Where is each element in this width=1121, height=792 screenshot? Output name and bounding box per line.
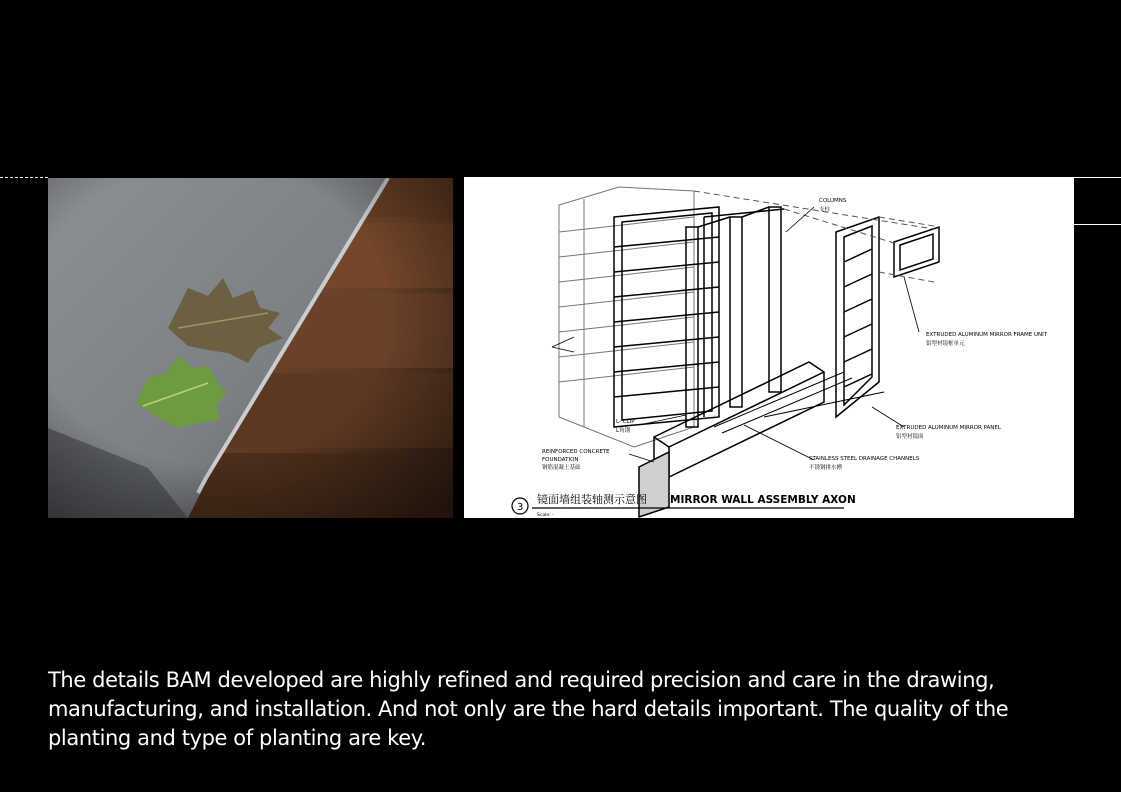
leaf-deck-photo-graphic xyxy=(48,178,453,518)
label-columns-en: COLUMNS xyxy=(819,198,847,204)
frame-unit-box xyxy=(894,227,939,277)
axon-linework xyxy=(464,177,1074,518)
drawing-title-block xyxy=(512,492,856,518)
leaf-deck-photo xyxy=(48,178,453,518)
label-panel-en: EXTRUDED ALUMINUM MIRROR PANEL xyxy=(896,425,1001,431)
label-channels-en: STAINLESS STEEL DRAINAGE CHANNELS xyxy=(809,456,920,462)
label-frame-unit-en: EXTRUDED ALUMINUM MIRROR FRAME UNIT xyxy=(926,332,1048,338)
label-foundation-en-1: REINFORCED CONCRETE xyxy=(542,449,610,455)
drawing-title-en: MIRROR WALL ASSEMBLY AXON xyxy=(670,494,856,506)
mirror-wall-axon-drawing xyxy=(464,177,1074,518)
mirror-panel-exploded xyxy=(836,217,879,417)
columns xyxy=(686,207,784,427)
label-lclip-cn: L角钢 xyxy=(616,428,631,434)
label-columns-cn: 支柱 xyxy=(819,207,831,213)
drawing-title-cn: 镜面墙组装轴测示意图 xyxy=(537,493,647,506)
label-lclip-en: L- CLIP xyxy=(616,419,635,425)
label-frame-unit-cn: 铝型材镜框单元 xyxy=(926,341,965,347)
rule-right-bottom xyxy=(1074,224,1121,225)
dashed-rule-left xyxy=(0,177,48,178)
rule-right-top xyxy=(1074,177,1121,178)
label-foundation-cn: 钢筋混凝土基础 xyxy=(542,465,581,471)
label-panel-cn: 铝型材镜面 xyxy=(896,434,924,440)
caption-text: The details BAM developed are highly refined and required precision and care in the drawing, manufacturing, and installation. And not only are the hard details important. The quality of the planting and type of planting are key. xyxy=(48,668,1009,750)
label-foundation-en-2: FOUNDATION xyxy=(542,457,579,463)
drainage-channels xyxy=(714,372,884,433)
drawing-scale: Scale: - xyxy=(537,513,554,518)
label-channels-cn: 不锈钢排水槽 xyxy=(809,465,843,471)
drawing-number: 3 xyxy=(517,502,524,513)
